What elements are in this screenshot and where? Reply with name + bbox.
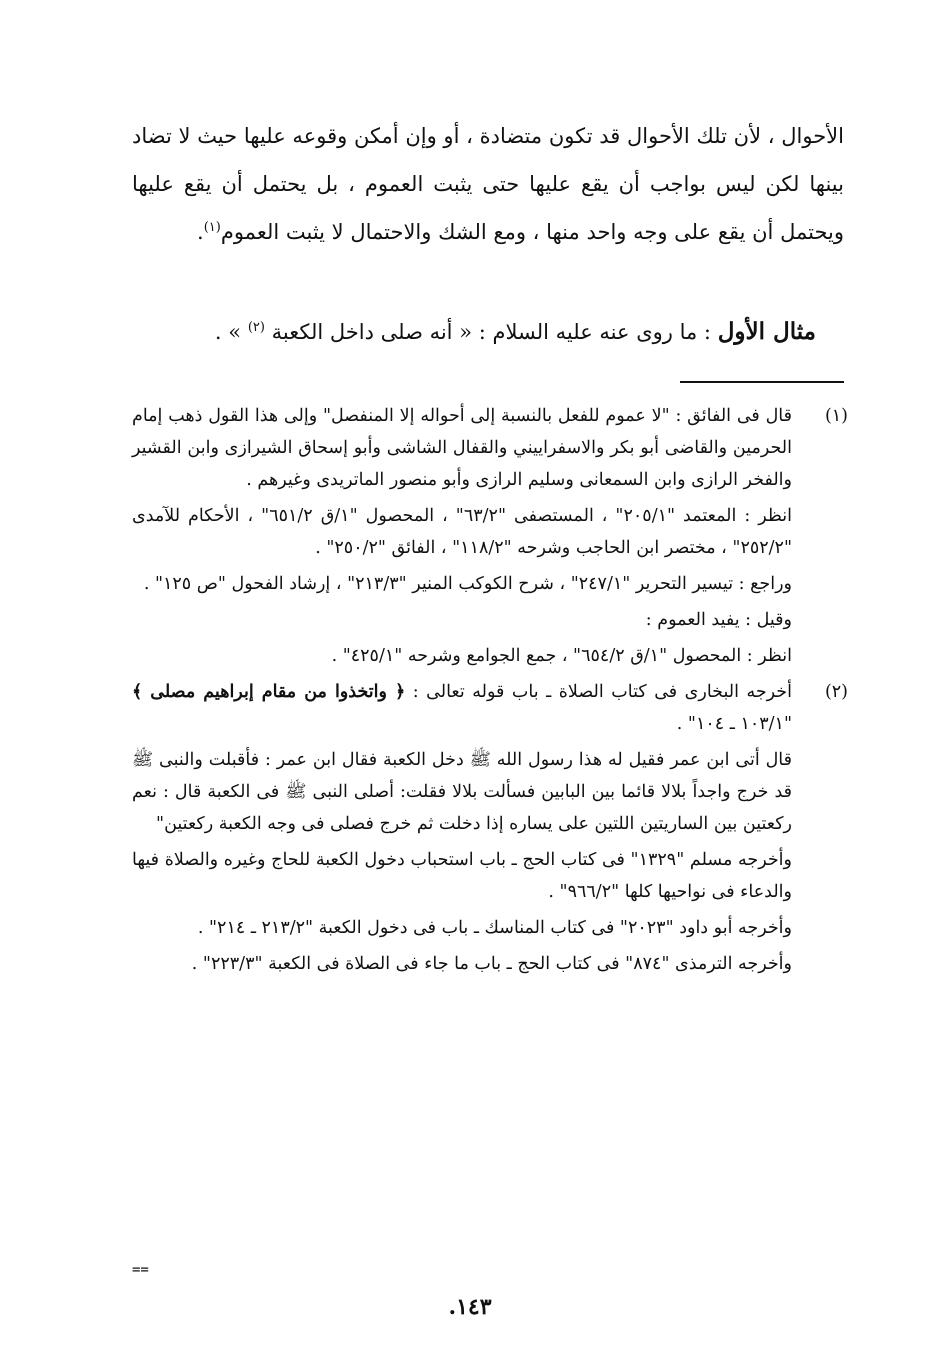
footnote-paragraph: وأخرجه مسلم "١٣٢٩" فى كتاب الحج ـ باب استحباب دخول الكعبة للحاج وغيره والصلاة فيها والدعاء فى نواحيها كلها "٩٦٦/٢" . — [132, 850, 792, 902]
footnote-paragraph: وقيل : يفيد العموم : — [645, 610, 792, 630]
example-lead: مثال الأول — [717, 318, 816, 345]
footnotes — [132, 400, 848, 984]
footnote-paragraph: وأخرجه أبو داود "٢٠٢٣" فى كتاب المناسك ـ باب فى دخول الكعبة "٢١٣/٢ ـ ٢١٤" . — [197, 918, 792, 938]
page-number: ١٤٣. — [448, 1294, 492, 1320]
footnote-paragraph: وراجع : تيسير التحرير "٢٤٧/١" ، شرح الكوكب المنير "٢١٣/٣" ، إرشاد الفحول "ص ١٢٥" . — [143, 574, 792, 594]
footnote-number: (١) — [824, 406, 848, 426]
main-text — [132, 112, 844, 256]
footnote-paragraph: قال فى الفائق : "لا عموم للفعل بالنسبة إلى أحواله إلا المنفصل" وإلى هذا القول ذهب إمام الحرمين والقاضى أبو بكر والاسفراييني والقفال الشاشى وأبو إسحاق الشيرازى وابن القشير والفخر الرازى وابن السمعانى وسليم الرازى وأبو منصور الماتريدى وغيرهم . — [132, 406, 792, 490]
footnote-number: (٢) — [824, 682, 848, 702]
footnote-separator — [680, 381, 844, 383]
footnote-2 — [132, 676, 848, 980]
footnote-1 — [132, 400, 848, 672]
quran-verse: ﴿ واتخذوا من مقام إبراهيم مصلى ﴾ — [132, 682, 406, 702]
main-paragraph — [132, 112, 844, 256]
footnote-paragraph: وأخرجه الترمذى "٨٧٤" فى كتاب الحج ـ باب ما جاء فى الصلاة فى الكعبة "٢٢٣/٣" . — [191, 954, 792, 974]
example-text: : ما روى عنه عليه السلام : « أنه صلى داخل الكعبة — [271, 320, 711, 344]
main-paragraph-end: . — [197, 220, 204, 244]
footnote-paragraph: قال أتى ابن عمر فقيل له هذا رسول الله ﷺ دخل الكعبة فقال ابن عمر : فأقبلت والنبى ﷺ قد خرج واجداً بلالا قائما بين البابين فسألت بلالا فقلت: أصلى النبى ﷺ فى الكعبة قال : نعم ركعتين بين الساريتين اللتين على يساره إذا دخلت ثم خرج فصلى فى وجه الكعبة ركعتين" — [132, 750, 792, 834]
footnote-paragraph: انظر : المحصول "١/ق ٦٥٤/٢" ، جمع الجوامع وشرحه "٤٢٥/١" . — [331, 646, 792, 666]
continuation-mark: == — [132, 1262, 149, 1278]
footnote-paragraph — [132, 676, 792, 740]
footnote-ref-1: (١) — [203, 220, 221, 235]
main-paragraph-text: الأحوال ، لأن تلك الأحوال قد تكون متضادة ، أو وإن أمكن وقوعه عليها حيث لا تضاد بينها لكن ليس بواجب أن يقع عليها حتى يثبت العموم ، بل يحتمل أن يقع عليها ويحتمل أن يقع على وجه واحد منها ، ومع الشك والاحتمال لا يثبت العموم — [132, 124, 844, 244]
footnote-intro-end: "١٠٣/١ ـ ١٠٤" . — [676, 714, 792, 734]
footnote-intro: أخرجه البخارى فى كتاب الصلاة ـ باب قوله تعالى : — [412, 682, 792, 702]
example-end: » . — [214, 320, 242, 344]
footnote-ref-2: (٢) — [247, 320, 265, 335]
footnote-paragraph: انظر : المعتمد "٢٠٥/١" ، المستصفى "٦٣/٢" ، المحصول "١/ق ٦٥١/٢" ، الأحكام للآمدى "٢٥٢/٢" ، مختصر ابن الحاجب وشرحه "١١٨/٢" ، الفائق "٢٥٠/٢" . — [132, 506, 792, 558]
example-heading-line — [126, 312, 816, 352]
